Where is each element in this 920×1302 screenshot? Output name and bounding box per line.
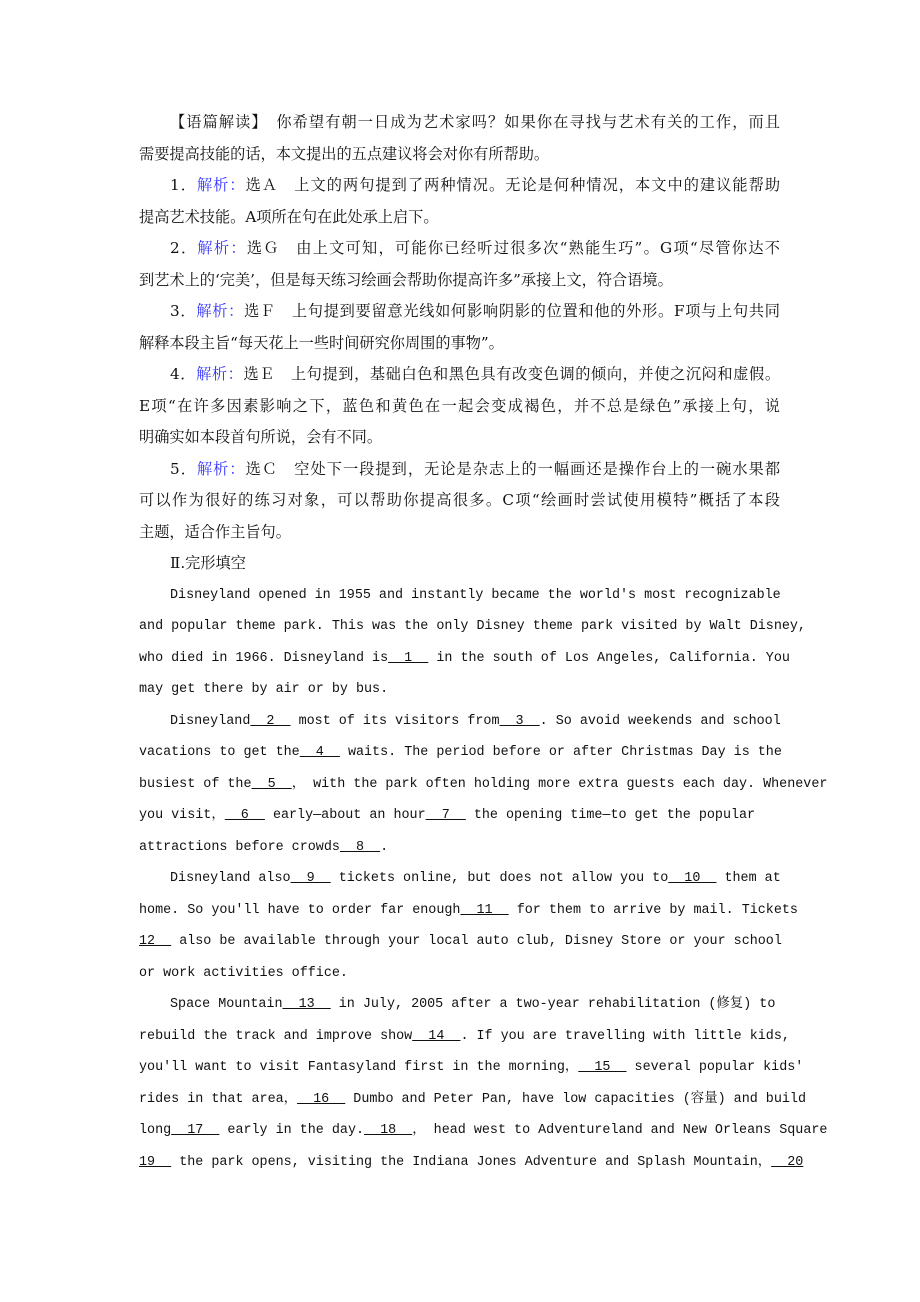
blank: 13: [282, 997, 331, 1012]
text-segment: and popular theme park. This was the only Disney theme park visited by Walt Disney,: [139, 619, 806, 634]
text-line: [139, 1084, 806, 1116]
text-line: [139, 611, 806, 643]
text-segment: 可以作为很好的练习对象，可以帮助你提高很多。C项“绘画时尝试使用模特”概括了本段: [139, 491, 780, 509]
text-segment: 4．: [170, 365, 197, 383]
text-line: [139, 107, 780, 139]
text-segment: Disneyland opened in 1955 and instantly became the world's most recognizable: [170, 587, 781, 603]
text-line: [139, 1147, 804, 1179]
text-line: [139, 674, 780, 706]
blank: 6: [224, 808, 265, 823]
text-segment: 3．: [170, 302, 197, 320]
text-line: [139, 958, 780, 990]
text-line: [139, 832, 780, 864]
blank: 10: [668, 871, 717, 886]
text-line: [139, 139, 780, 171]
blank: 4: [299, 745, 340, 760]
text-line: [139, 170, 780, 202]
text-line: [139, 1115, 828, 1147]
text-line: [139, 895, 798, 927]
text-segment: 主题，适合作主旨句。: [139, 522, 291, 541]
text-segment: 2．: [170, 239, 198, 257]
text-line: [139, 359, 780, 391]
text-segment: you'll want to visit Fantasyland first in the morning，: [139, 1060, 579, 1075]
text-segment: long: [139, 1123, 172, 1138]
blank: 20: [771, 1154, 804, 1170]
text-line: [139, 485, 780, 517]
blank: 11: [460, 902, 509, 918]
text-segment: Disneyland: [170, 713, 251, 729]
blank: 1: [388, 650, 429, 666]
text-segment: . If you are travelling with little kids,: [460, 1028, 790, 1044]
text-line: [139, 517, 780, 549]
blank: 2: [250, 713, 291, 729]
text-segment: waits. The period before or after Christmas Day is the: [339, 745, 782, 760]
text-line: [139, 202, 780, 234]
section-heading: Ⅱ.完形填空: [170, 554, 246, 572]
analysis-label: 解析：: [196, 365, 244, 383]
text-segment: vacations to get the: [139, 745, 300, 760]
text-segment: 【语篇解读】 你希望有朝一日成为艺术家吗？如果你在寻找与艺术有关的工作，而且: [170, 113, 780, 131]
text-segment: Disneyland also: [170, 871, 291, 886]
blank: 9: [290, 871, 331, 886]
text-segment: also be available through your local auto club, Disney Store or your school: [171, 934, 782, 949]
text-line: [139, 989, 780, 1021]
text-segment: the opening time—to get the popular: [465, 808, 756, 823]
text-segment: 选Ｇ 由上文可知，可能你已经听过很多次“熟能生巧”。G项“尽管你达不: [246, 239, 780, 257]
text-line: [139, 422, 780, 454]
blank: 3: [499, 713, 540, 729]
blank: 14: [412, 1028, 461, 1044]
text-segment: several popular kids': [626, 1060, 804, 1075]
text-line: [139, 296, 780, 328]
text-line: [139, 706, 780, 738]
text-segment: you visit，: [139, 808, 225, 823]
text-line: [139, 454, 780, 486]
analysis-label: 解析：: [197, 239, 247, 257]
text-line: [139, 233, 780, 265]
text-segment: or work activities office.: [139, 965, 348, 981]
text-line: [139, 800, 780, 832]
text-segment: who died in 1966. Disneyland is: [139, 650, 389, 666]
analysis-label: 解析：: [196, 459, 246, 478]
text-segment: rebuild the track and improve show: [139, 1028, 413, 1044]
text-segment: 选Ｅ 上句提到，基础白色和黑色具有改变色调的倾向，并使之沉闷和虚假。: [243, 365, 781, 383]
text-segment: ， head west to Adventureland and New Orleans Square: [412, 1123, 828, 1138]
text-line: [139, 580, 780, 612]
text-segment: for them to arrive by mail. Tickets: [508, 902, 798, 918]
text-segment: 5．: [170, 459, 197, 478]
text-segment: 需要提高技能的话，本文提出的五点建议将会对你有所帮助。: [139, 144, 550, 163]
text-line: [139, 328, 780, 360]
text-segment: 提高艺术技能。A项所在句在此处承上启下。: [139, 207, 439, 226]
text-line: [139, 769, 828, 801]
text-segment: busiest of the: [139, 776, 252, 792]
analysis-label: 解析：: [196, 302, 245, 320]
text-segment: 1．: [170, 176, 197, 194]
text-line: [139, 863, 780, 895]
text-segment: 明确实如本段首句所说，会有不同。: [139, 428, 382, 446]
text-segment: may get there by air or by bus.: [139, 682, 389, 697]
text-segment: home. So you'll have to order far enough: [139, 902, 461, 918]
text-segment: most of its visitors from: [290, 713, 500, 729]
text-segment: 到艺术上的‘完美’，但是每天练习绘画会帮助你提高许多”承接上文，符合语境。: [139, 270, 673, 289]
document-page: [139, 107, 828, 1178]
text-line: [139, 643, 790, 675]
blank: 8: [339, 839, 381, 855]
text-segment: 选Ｆ 上句提到要留意光线如何影响阴影的位置和他的外形。F项与上句共同: [244, 302, 780, 320]
text-segment: . So avoid weekends and school: [539, 713, 781, 729]
text-segment: E项“在许多因素影响之下，蓝色和黄色在一起会变成褐色，并不总是绿色”承接上句，说: [139, 396, 780, 415]
blank: 15: [578, 1060, 627, 1075]
text-segment: in July, 2005 after a two-year rehabilitation (修复) to: [330, 997, 776, 1012]
text-segment: Dumbo and Peter Pan, have low capacities (容量) and build: [345, 1091, 806, 1107]
text-segment: 选Ａ 上文的两句提到了两种情况。无论是何种情况，本文中的建议能帮助: [245, 176, 781, 194]
text-line: [139, 737, 780, 769]
text-segment: the park opens, visiting the Indiana Jones Adventure and Splash Mountain，: [171, 1154, 772, 1170]
text-segment: rides in that area，: [139, 1091, 298, 1107]
cloze-passage: [139, 580, 828, 1179]
text-segment: 选Ｃ 空处下一段提到，无论是杂志上的一幅画还是操作台上的一碗水果都: [245, 459, 781, 478]
text-line: [139, 265, 780, 297]
blank: 17: [171, 1123, 220, 1138]
text-line: [139, 391, 780, 423]
blank: 19: [139, 1154, 172, 1170]
blank: 16: [297, 1091, 346, 1107]
text-segment: in the south of Los Angeles, California. You: [428, 650, 790, 666]
text-line: [139, 1052, 804, 1084]
text-segment: early—about an hour: [264, 808, 426, 823]
analysis-label: 解析：: [196, 176, 246, 194]
text-segment: Space Mountain: [170, 997, 283, 1012]
blank: 18: [364, 1123, 413, 1138]
reading-notes: [139, 107, 780, 548]
text-line: [139, 926, 780, 958]
blank: 7: [425, 808, 466, 823]
text-segment: them at: [716, 871, 781, 886]
text-segment: tickets online, but does not allow you to: [330, 871, 669, 886]
blank: 12: [139, 934, 172, 949]
text-segment: attractions before crowds: [139, 839, 340, 855]
text-segment: .: [380, 839, 389, 855]
text-segment: 解释本段主旨“每天花上一些时间研究你周围的事物”。: [139, 333, 504, 352]
text-line: [139, 1021, 790, 1053]
text-segment: ， with the park often holding more extra guests each day. Whenever: [291, 776, 828, 792]
text-segment: early in the day.: [219, 1123, 365, 1138]
blank: 5: [251, 776, 292, 792]
